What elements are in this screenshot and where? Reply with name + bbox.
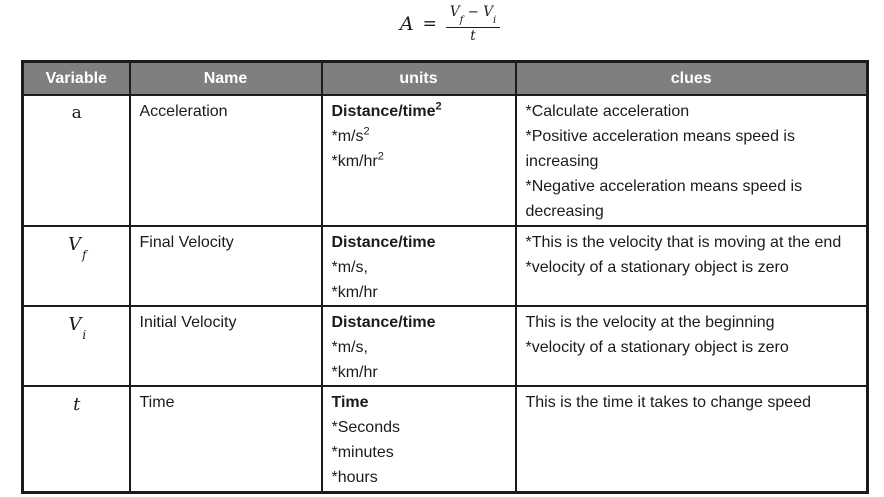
header-units: units bbox=[322, 62, 516, 96]
units-heading bbox=[332, 310, 507, 335]
units-line bbox=[332, 280, 507, 305]
units-heading bbox=[332, 390, 507, 415]
units-line-sup: 2 bbox=[377, 150, 384, 163]
units-line bbox=[332, 440, 507, 465]
units-line bbox=[332, 255, 507, 280]
formula-minus: − bbox=[467, 4, 479, 20]
units-line bbox=[332, 335, 507, 360]
units-line-text: *Seconds bbox=[331, 419, 400, 436]
formula-fraction bbox=[446, 4, 500, 44]
formula-vf-sub: f bbox=[459, 14, 464, 26]
variable-symbol: a bbox=[71, 103, 82, 123]
header-name: Name bbox=[130, 62, 322, 96]
name-cell: Initial Velocity bbox=[130, 306, 322, 386]
clue-line: This is the velocity at the beginning bbox=[525, 314, 775, 331]
formula-vi: V bbox=[483, 4, 493, 20]
formula-vf: V bbox=[449, 4, 460, 20]
units-line-text: *m/s, bbox=[331, 339, 368, 356]
units-cell bbox=[322, 306, 516, 386]
units-line-text: *m/s bbox=[331, 128, 364, 145]
units-cell bbox=[322, 226, 516, 306]
units-cell bbox=[322, 95, 516, 226]
name-cell: Final Velocity bbox=[130, 226, 322, 306]
acceleration-formula bbox=[0, 4, 884, 44]
header-clues: clues bbox=[516, 62, 868, 96]
units-line-text: *km/hr bbox=[331, 364, 378, 381]
units-heading-text: Distance/time bbox=[331, 314, 436, 331]
units-line bbox=[332, 149, 507, 174]
units-line bbox=[332, 124, 507, 149]
variable-cell bbox=[23, 95, 130, 226]
units-line-sup: 2 bbox=[363, 125, 370, 138]
clues-cell bbox=[516, 306, 868, 386]
units-heading-sup: 2 bbox=[435, 100, 442, 113]
units-line bbox=[332, 465, 507, 490]
clue-line: *Positive acceleration means speed is increasing bbox=[525, 128, 795, 170]
units-line-text: *m/s, bbox=[331, 259, 368, 276]
clue-line: *velocity of a stationary object is zero bbox=[525, 339, 789, 356]
clue-line: *velocity of a stationary object is zero bbox=[525, 259, 789, 276]
name-cell: Acceleration bbox=[130, 95, 322, 226]
formula-denominator: t bbox=[470, 27, 476, 44]
variable-cell bbox=[23, 386, 130, 492]
variable-cell bbox=[23, 306, 130, 386]
clue-line: This is the time it takes to change speed bbox=[525, 394, 811, 411]
units-line-text: *km/hr bbox=[331, 153, 378, 170]
table-row-final-velocity bbox=[23, 226, 868, 306]
variable-symbol: V bbox=[68, 314, 82, 335]
variable-subscript: i bbox=[82, 327, 87, 342]
table-header-row bbox=[23, 62, 868, 96]
units-line bbox=[332, 415, 507, 440]
units-line-text: *minutes bbox=[331, 444, 394, 461]
units-line bbox=[332, 360, 507, 385]
units-heading bbox=[332, 230, 507, 255]
formula-equals: = bbox=[422, 13, 437, 34]
variable-cell bbox=[23, 226, 130, 306]
table-row-time bbox=[23, 386, 868, 492]
variables-table bbox=[21, 60, 869, 494]
clues-cell bbox=[516, 95, 868, 226]
formula-lhs: A bbox=[399, 12, 414, 35]
units-heading-text: Distance/time bbox=[331, 103, 436, 120]
units-heading bbox=[332, 99, 507, 124]
units-line-text: *hours bbox=[331, 469, 378, 486]
table-row-initial-velocity bbox=[23, 306, 868, 386]
name-cell: Time bbox=[130, 386, 322, 492]
clue-line: *Negative acceleration means speed is decreasing bbox=[525, 178, 803, 220]
clue-line: *This is the velocity that is moving at the end bbox=[525, 234, 842, 251]
clues-cell bbox=[516, 226, 868, 306]
clues-cell bbox=[516, 386, 868, 492]
units-cell bbox=[322, 386, 516, 492]
variable-subscript: f bbox=[82, 247, 87, 262]
header-variable: Variable bbox=[23, 62, 130, 96]
units-line-text: *km/hr bbox=[331, 284, 378, 301]
clue-line: *Calculate acceleration bbox=[525, 103, 690, 120]
units-heading-text: Time bbox=[331, 394, 369, 411]
formula-vi-sub: i bbox=[492, 14, 497, 26]
formula-numerator bbox=[446, 4, 500, 28]
variable-symbol: V bbox=[68, 234, 82, 255]
table-row-acceleration bbox=[23, 95, 868, 226]
units-heading-text: Distance/time bbox=[331, 234, 436, 251]
variable-symbol: t bbox=[73, 394, 81, 415]
